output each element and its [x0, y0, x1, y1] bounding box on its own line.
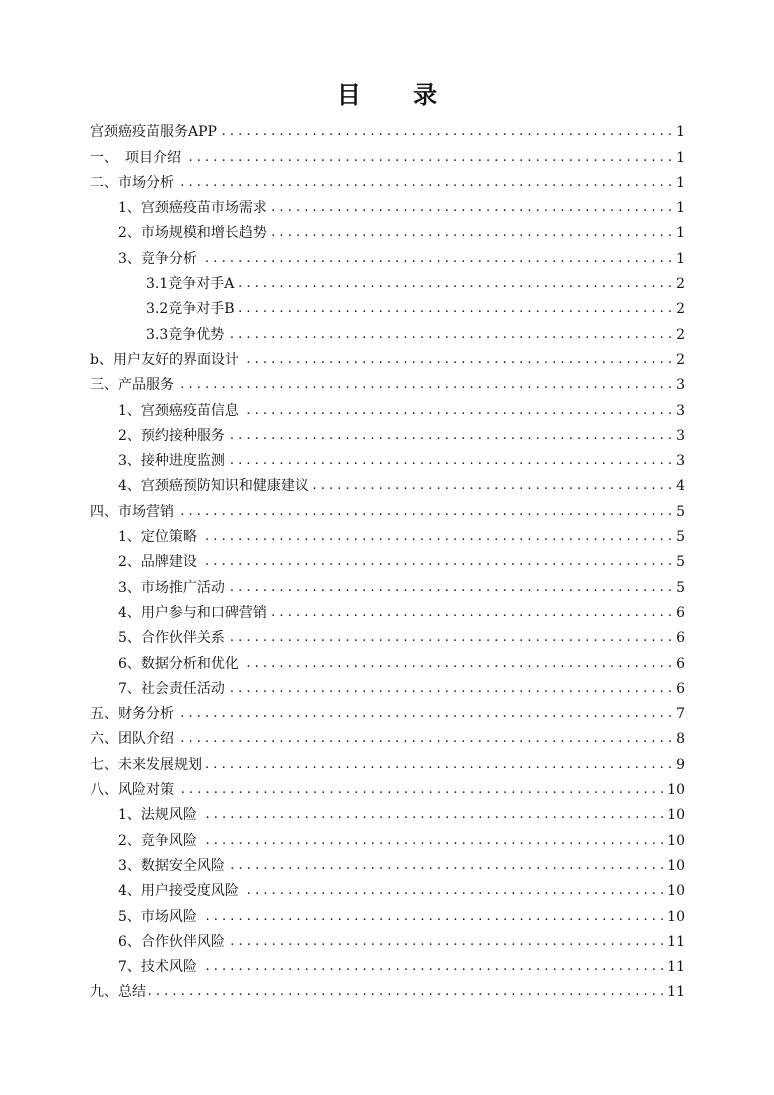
toc-page-number: 8 [676, 731, 685, 748]
toc-dot-leader [220, 123, 672, 141]
toc-entry-title: 二、市场分析 [90, 174, 174, 191]
toc-entry[interactable] [90, 850, 685, 875]
toc-entry-title: 3、接种进度监测 [118, 453, 225, 470]
toc-page-number: 1 [676, 225, 685, 242]
toc-page-number: 10 [667, 807, 685, 824]
toc-entry-title: 2、市场规模和增长趋势 [118, 225, 267, 242]
toc-entry[interactable] [90, 242, 685, 267]
toc-entry[interactable] [90, 420, 685, 445]
toc-entry-title: 4、宫颈癌预防知识和健康建议 [118, 478, 309, 495]
toc-entry[interactable] [90, 116, 685, 141]
toc-dot-leader [200, 250, 672, 268]
toc-entry[interactable] [90, 344, 685, 369]
toc-page-number: 10 [667, 908, 685, 925]
toc-entry[interactable] [90, 141, 685, 166]
toc-entry-title: 6、数据分析和优化 [118, 655, 239, 672]
toc-page-number: 7 [676, 706, 685, 723]
toc-entry[interactable] [90, 192, 685, 217]
toc-dot-leader [270, 224, 672, 242]
toc-entry[interactable] [90, 774, 685, 799]
toc-entry[interactable] [90, 268, 685, 293]
toc-dot-leader [205, 756, 672, 774]
toc-page-number: 1 [676, 174, 685, 191]
toc-entry-title: 2、预约接种服务 [118, 427, 225, 444]
toc-entry-title: 八、风险对策 [90, 782, 174, 799]
toc-page-number: 1 [676, 200, 685, 217]
toc-entry-title: 九、总结 [90, 984, 146, 1001]
toc-entry[interactable] [90, 976, 685, 1001]
toc-page-number: 10 [667, 832, 685, 849]
toc-entry-title: 3.1竞争对手A [146, 276, 235, 293]
toc-dot-leader [270, 199, 672, 217]
toc-entry-title: 7、社会责任活动 [118, 680, 225, 697]
toc-entry-title: 3、数据安全风险 [118, 857, 225, 874]
toc-entry[interactable] [90, 748, 685, 773]
toc-page-number: 6 [676, 630, 685, 647]
toc-entry-title: 六、团队介绍 [90, 731, 174, 748]
toc-dot-leader [200, 958, 664, 976]
toc-dot-leader [177, 705, 672, 723]
toc-dot-leader [228, 579, 672, 597]
toc-dot-leader [177, 781, 664, 799]
toc-page-number: 4 [676, 478, 685, 495]
toc-entry-title: 3.2竞争对手B [146, 301, 235, 318]
toc-entry-title: 1、宫颈癌疫苗市场需求 [118, 200, 267, 217]
toc-dot-leader [177, 503, 672, 521]
toc-entry-title: 1、法规风险 [118, 807, 197, 824]
toc-page-number: 3 [676, 427, 685, 444]
toc-entry[interactable] [90, 824, 685, 849]
toc-dot-leader [228, 933, 664, 951]
toc-entry[interactable] [90, 546, 685, 571]
toc-page-number: 10 [667, 782, 685, 799]
toc-dot-leader [177, 730, 672, 748]
toc-dot-leader [228, 427, 672, 445]
toc-dot-leader [149, 983, 664, 1001]
toc-entry[interactable] [90, 951, 685, 976]
toc-entry-title: 七、未来发展规划 [90, 756, 202, 773]
toc-entry-title: 宫颈癌疫苗服务APP [90, 124, 217, 141]
toc-dot-leader [227, 326, 672, 344]
toc-page-number: 5 [676, 503, 685, 520]
toc-page-number: 11 [667, 933, 685, 950]
toc-entry-title: 7、技术风险 [118, 959, 197, 976]
toc-entry-title: b、用户友好的界面设计 [90, 351, 239, 368]
toc-entry-title: 1、宫颈癌疫苗信息 [118, 402, 239, 419]
toc-page-number: 2 [676, 276, 685, 293]
toc-dot-leader [242, 351, 672, 369]
toc-entry[interactable] [90, 622, 685, 647]
toc-entry[interactable] [90, 571, 685, 596]
toc-entry-title: 5、合作伙伴关系 [118, 630, 225, 647]
toc-dot-leader [237, 275, 672, 293]
toc-entry[interactable] [90, 495, 685, 520]
toc-entry[interactable] [90, 875, 685, 900]
toc-dot-leader [184, 149, 672, 167]
toc-entry-title: 一、 项目介绍 [90, 149, 181, 166]
toc-entry-title: 3、市场推广活动 [118, 579, 225, 596]
toc-dot-leader [228, 680, 672, 698]
toc-entry-title: 5、市场风险 [118, 908, 197, 925]
toc-entry[interactable] [90, 521, 685, 546]
toc-dot-leader [177, 376, 672, 394]
toc-entry[interactable] [90, 900, 685, 925]
toc-dot-leader [242, 655, 672, 673]
page-title: 目 录 [336, 80, 460, 109]
toc-entry-title: 3.3竞争优势 [146, 326, 225, 343]
toc-entry-title: 1、定位策略 [118, 529, 197, 546]
toc-entry[interactable] [90, 369, 685, 394]
toc-entry[interactable] [90, 293, 685, 318]
toc-dot-leader [242, 402, 672, 420]
toc-page-number: 6 [676, 680, 685, 697]
toc-page-number: 10 [667, 857, 685, 874]
toc-page-number: 1 [676, 250, 685, 267]
toc-dot-leader [228, 629, 672, 647]
toc-page-number: 1 [676, 124, 685, 141]
toc-entry[interactable] [90, 723, 685, 748]
toc-dot-leader [200, 528, 672, 546]
toc-entry[interactable] [90, 597, 685, 622]
toc-dot-leader [200, 806, 664, 824]
toc-entry[interactable] [90, 445, 685, 470]
toc-dot-leader [242, 882, 664, 900]
toc-dot-leader [312, 477, 672, 495]
toc-page-number: 11 [667, 984, 685, 1001]
toc-dot-leader [177, 174, 672, 192]
toc-entry[interactable] [90, 394, 685, 419]
toc-page-number: 5 [676, 579, 685, 596]
toc-page-number: 11 [667, 959, 685, 976]
toc-entry-title: 四、市场营销 [90, 503, 174, 520]
toc-entry[interactable] [90, 318, 685, 343]
toc-dot-leader [228, 452, 672, 470]
toc-entry[interactable] [90, 926, 685, 951]
toc-page-number: 6 [676, 655, 685, 672]
toc-page-number: 10 [667, 883, 685, 900]
toc-entry-title: 4、用户参与和口碑营销 [118, 604, 267, 621]
toc-dot-leader [228, 857, 664, 875]
toc-entry-title: 6、合作伙伴风险 [118, 933, 225, 950]
toc-entry[interactable] [90, 799, 685, 824]
toc-entry[interactable] [90, 647, 685, 672]
toc-entry-title: 4、用户接受度风险 [118, 883, 239, 900]
table-of-contents [90, 116, 685, 1001]
toc-dot-leader [200, 908, 664, 926]
toc-dot-leader [200, 553, 672, 571]
toc-page-number: 9 [676, 756, 685, 773]
toc-page-number: 2 [676, 326, 685, 343]
toc-page-number: 6 [676, 604, 685, 621]
toc-page-number: 5 [676, 529, 685, 546]
toc-entry[interactable] [90, 698, 685, 723]
toc-page-number: 3 [676, 377, 685, 394]
toc-dot-leader [238, 300, 672, 318]
toc-entry[interactable] [90, 217, 685, 242]
toc-page-number: 2 [676, 351, 685, 368]
toc-entry-title: 3、竞争分析 [118, 250, 197, 267]
toc-page-number: 5 [676, 554, 685, 571]
toc-entry-title: 三、产品服务 [90, 377, 174, 394]
toc-entry[interactable] [90, 470, 685, 495]
toc-dot-leader [270, 604, 672, 622]
toc-entry[interactable] [90, 673, 685, 698]
toc-page-number: 2 [676, 301, 685, 318]
toc-entry-title: 2、竞争风险 [118, 832, 197, 849]
toc-page-number: 3 [676, 402, 685, 419]
toc-entry[interactable] [90, 167, 685, 192]
toc-entry-title: 2、品牌建设 [118, 554, 197, 571]
toc-entry-title: 五、财务分析 [90, 706, 174, 723]
toc-dot-leader [200, 832, 664, 850]
toc-page-number: 3 [676, 453, 685, 470]
toc-page-number: 1 [676, 149, 685, 166]
